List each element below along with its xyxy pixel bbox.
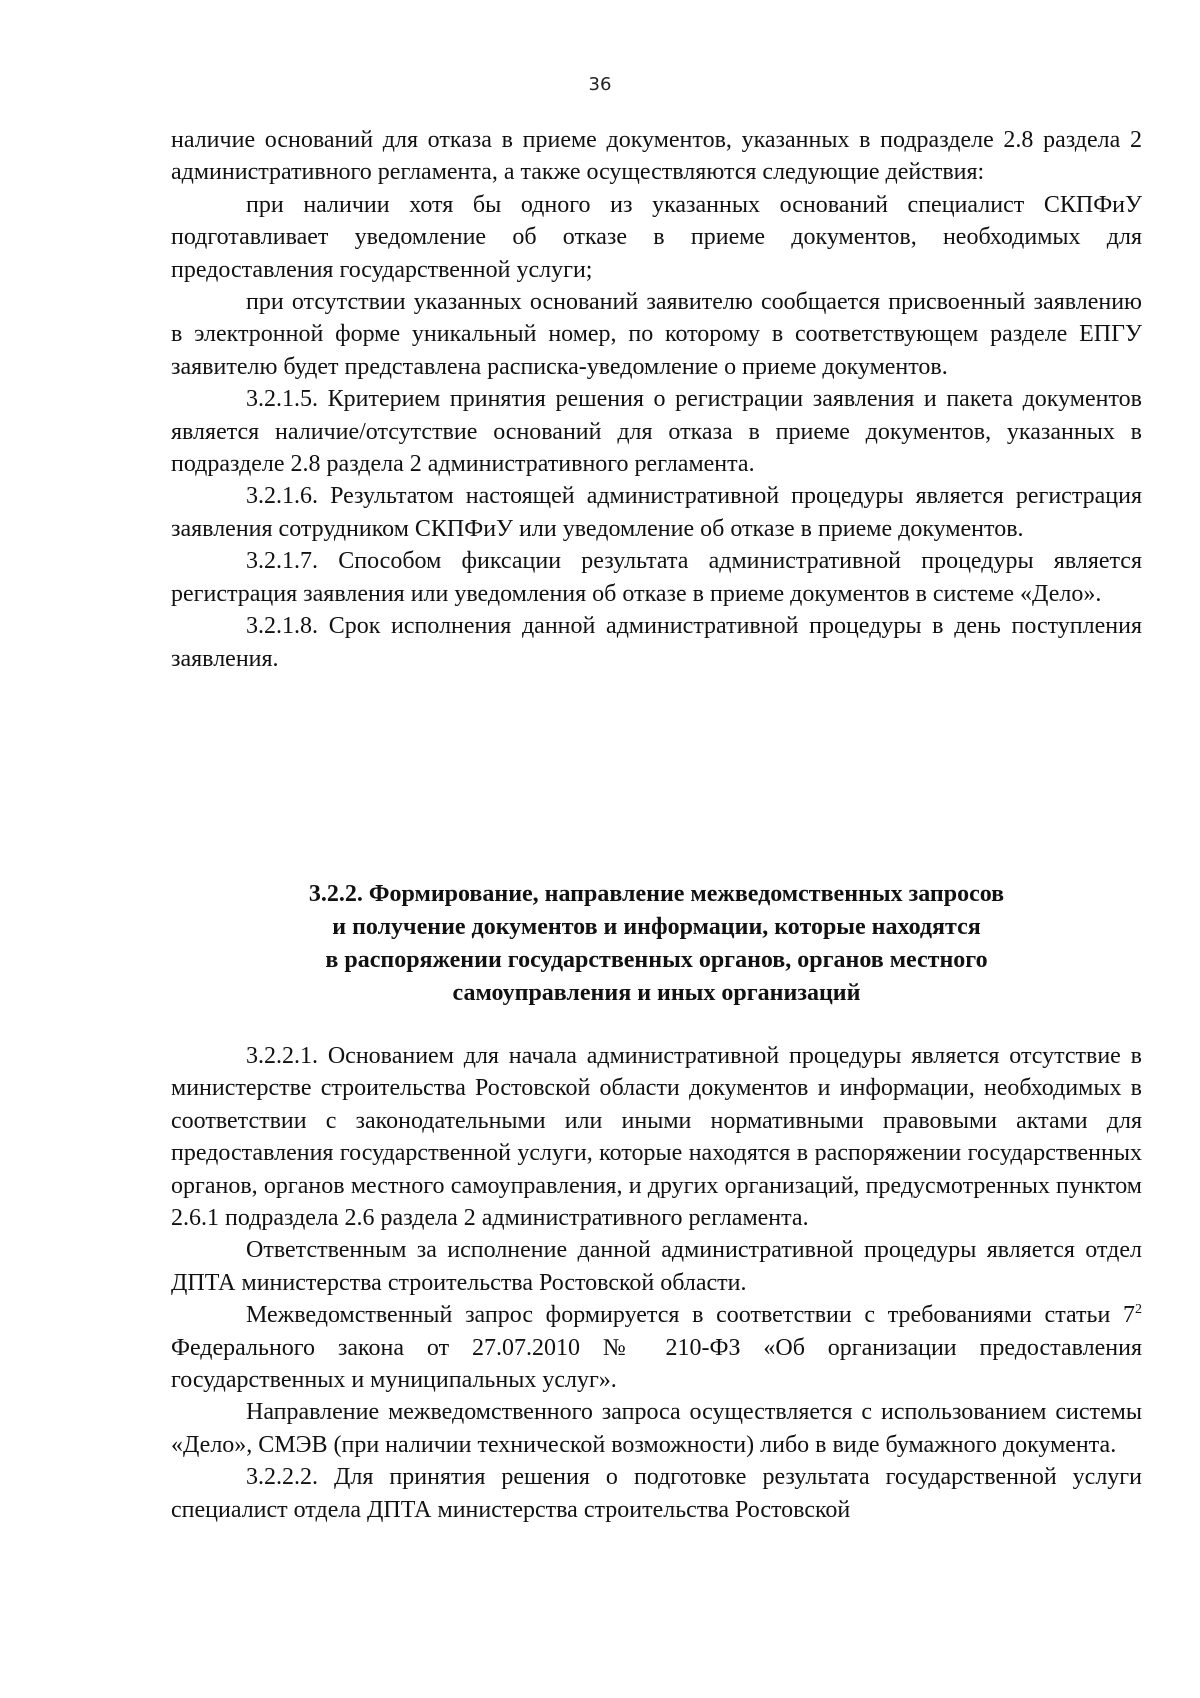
paragraph-3-2-1-6: 3.2.1.6. Результатом настоящей административной процедуры является регистрация заявления сотрудником СКПФиУ или уведомление об отказе в приеме документов.	[171, 483, 1142, 542]
paragraph-3-2-1-7: 3.2.1.7. Способом фиксации результата административной процедуры является регистрация заявления или уведомления об отказе в приеме документов в системе «Дело».	[171, 548, 1142, 607]
paragraph-responsible: Ответственным за исполнение данной административной процедуры является отдел ДПТА министерства строительства Ростовской области.	[171, 1237, 1142, 1296]
paragraph-refusal-grounds: наличие оснований для отказа в приеме документов, указанных в подразделе 2.8 раздела 2 административного регламента, а также осуществляются следующие действия:	[171, 127, 1142, 186]
heading-line-2: и получение документов и информации, которые находятся	[332, 914, 981, 940]
paragraph-3-2-1-8: 3.2.1.8. Срок исполнения данной административной процедуры в день поступления заявления.	[171, 613, 1142, 672]
paragraph-interagency-request	[171, 1299, 1142, 1396]
paragraph-request-channel: Направление межведомственного запроса осуществляется с использованием системы «Дело», СМЭВ (при наличии технической возможности) либо в виде бумажного документа.	[171, 1399, 1142, 1458]
paragraph-3-2-2-1: 3.2.2.1. Основанием для начала административной процедуры является отсутствие в министерстве строительства Ростовской области документов и информации, необходимых в соответствии с законодательными или иными нормативными правовыми актами для предоставления государственной услуги, которые находятся в распоряжении государственных органов, органов местного самоуправления, и других организаций, предусмотренных пунктом 2.6.1 подраздела 2.6 раздела 2 административного регламента.	[171, 1043, 1142, 1232]
paragraph-refusal-notice: при наличии хотя бы одного из указанных оснований специалист СКПФиУ подготавливает уведомление об отказе в приеме документов, необходимых для предоставления государственной услуги;	[171, 191, 1142, 283]
heading-line-4: самоуправления и иных организаций	[452, 980, 861, 1006]
paragraph-unique-number: при отсутствии указанных оснований заявителю сообщается присвоенный заявлению в электронной форме уникальный номер, по которому в соответствующем разделе ЕПГУ заявителю будет представлена расписка-уведомление о приеме документов.	[171, 289, 1142, 380]
page-number: 36	[588, 74, 612, 95]
section-3-2-2-body	[171, 1040, 1142, 1526]
heading-line-3: в распоряжении государственных органов, органов местного	[325, 947, 988, 973]
section-3-2-2-heading	[171, 878, 1142, 1010]
paragraph-3-2-2-2: 3.2.2.2. Для принятия решения о подготовке результата государственной услуги специалист отдела ДПТА министерства строительства Ростовской	[171, 1464, 1142, 1523]
heading-line-1: 3.2.2. Формирование, направление межведомственных запросов	[308, 881, 1005, 907]
request-text-start: Межведомственный запрос формируется в соответствии с требованиями статьи 7	[246, 1302, 1135, 1329]
section-3-2-1-body	[171, 124, 1142, 675]
paragraph-3-2-1-5: 3.2.1.5. Критерием принятия решения о регистрации заявления и пакета документов является наличие/отсутствие оснований для отказа в приеме документов, указанных в подразделе 2.8 раздела 2 административного регламента.	[171, 386, 1142, 478]
article-superscript: 2	[1135, 1302, 1142, 1318]
request-text-end: Федерального закона от 27.07.2010 № 210-ФЗ «Об организации предоставления государственных и муниципальных услуг».	[171, 1334, 1142, 1394]
